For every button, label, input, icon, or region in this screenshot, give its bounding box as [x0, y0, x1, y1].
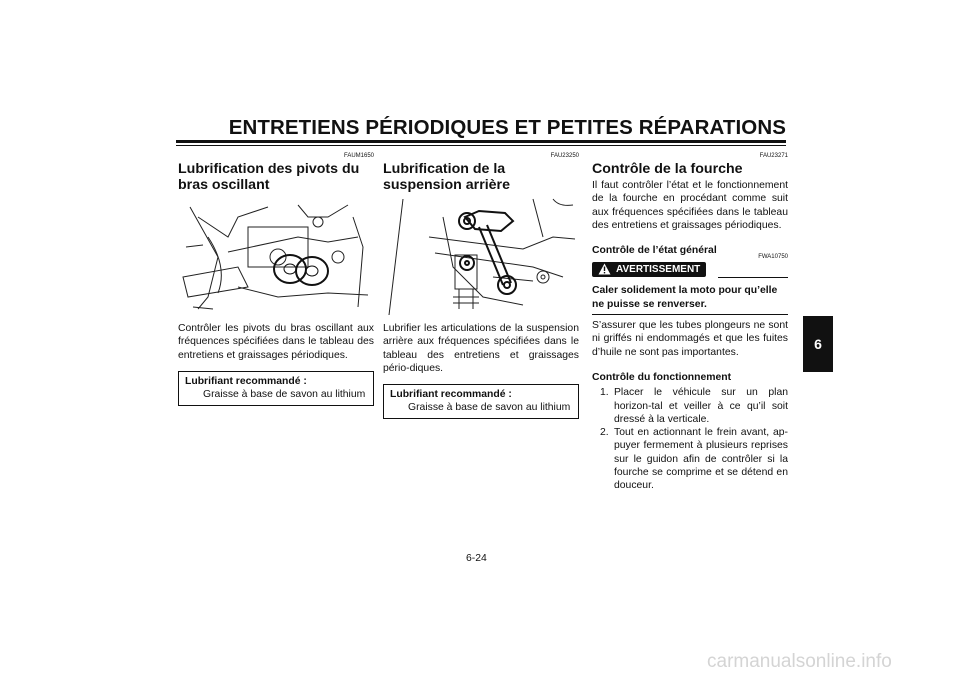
lubricant-value: Graisse à base de savon au lithium — [408, 402, 571, 414]
section-swingarm — [178, 152, 374, 406]
warning-label: AVERTISSEMENT — [616, 264, 701, 276]
warning-triangle-icon — [598, 263, 611, 275]
section-rear-suspension — [383, 152, 579, 419]
section-intro-text: Il faut contrôler l’état et le fonctionnement de la fourche en procédant comme suit aux fréquences spécifiées dans le tableau des entretiens et graissages périodiques. — [592, 180, 788, 231]
fork-inspection-text: S’assurer que les tubes plongeurs ne sont ni griffés ni endommagés et que les fuites d’huile ne sont pas importantes. — [592, 320, 788, 358]
chapter-tab: 6 — [803, 316, 833, 372]
subsection-title-operation: Contrôle du fonctionnement — [592, 371, 732, 383]
warning-header — [592, 254, 788, 281]
step-number: 1. — [600, 387, 609, 399]
warning-code: FWA10750 — [758, 254, 788, 261]
step-number: 2. — [600, 427, 609, 439]
rear-suspension-illustration — [383, 197, 579, 315]
subsection-title-condition: Contrôle de l’état général — [592, 245, 717, 257]
section-title: Lubrification de la suspension arrière — [383, 161, 510, 193]
section-title: Contrôle de la fourche — [592, 161, 743, 177]
section-code: FAUM1650 — [343, 153, 374, 159]
step-item — [592, 426, 788, 492]
procedure-steps — [592, 386, 788, 492]
page-number: 6-24 — [466, 553, 487, 564]
section-body-text: Lubrifier les articulations de la suspension arrière aux fréquences spécifiées dans le tableau des entretiens et graissages pério-diques. — [383, 323, 579, 374]
step-text: Tout en actionnant le frein avant, ap-puyer fermement à plusieurs reprises sur le guidon afin de contrôler si la fourche se comprime et se détend en douceur. — [614, 427, 788, 492]
section-code: FAU23271 — [759, 153, 788, 159]
section-code: FAU23250 — [550, 153, 579, 159]
page-header-title: ENTRETIENS PÉRIODIQUES ET PETITES RÉPARATIONS — [228, 116, 786, 139]
lubricant-value: Graisse à base de savon au lithium — [203, 388, 366, 400]
warning-badge — [592, 262, 706, 277]
lubricant-box — [178, 371, 374, 406]
warning-rule — [718, 277, 788, 278]
section-title: Lubrification des pivots du bras oscillant — [178, 161, 360, 193]
lubricant-label: Lubrifiant recommandé : — [185, 375, 307, 387]
step-text: Placer le véhicule sur un plan horizon-tal et veiller à ce qu’il soit dressé à la verticale. — [614, 387, 788, 425]
section-front-fork — [592, 152, 788, 493]
section-body-text: Contrôler les pivots du bras oscillant aux fréquences spécifiées dans le tableau des entretiens et graissages périodiques. — [178, 323, 374, 361]
header-rule-thin — [176, 145, 786, 146]
swingarm-pivot-illustration — [178, 197, 374, 315]
warning-text: Caler solidement la moto pour qu’elle ne puisse se renverser. — [592, 284, 788, 315]
header-rule — [176, 140, 786, 143]
lubricant-label: Lubrifiant recommandé : — [390, 389, 512, 401]
watermark: carmanualsonline.info — [707, 651, 892, 672]
lubricant-box — [383, 384, 579, 419]
step-item — [592, 386, 788, 426]
